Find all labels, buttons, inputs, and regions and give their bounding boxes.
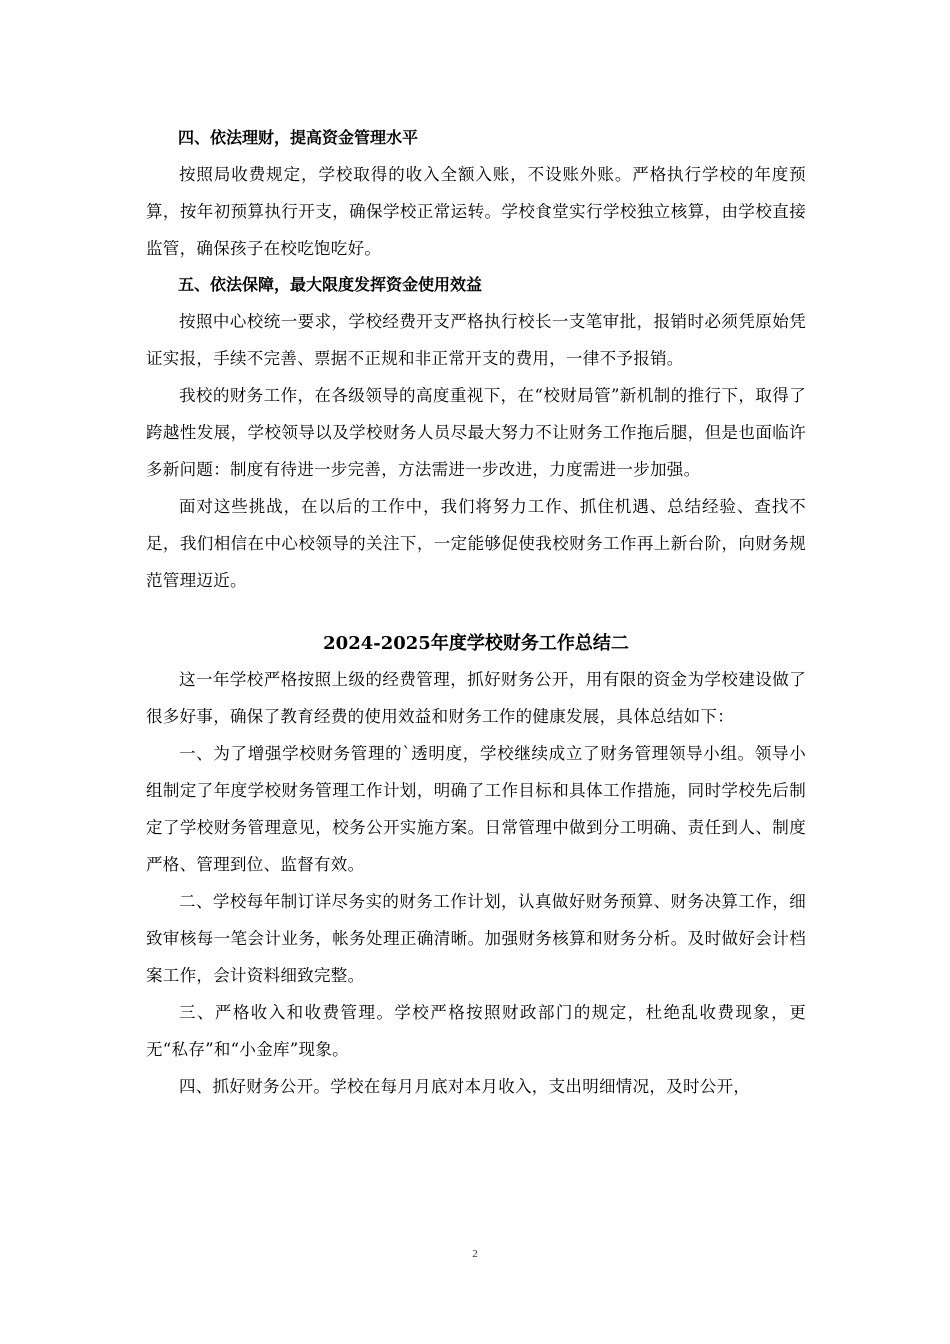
paragraph: 按照局收费规定，学校取得的收入全额入账，不设账外账。严格执行学校的年度预算，按年初预算执行开支，确保学校正常运转。学校食堂实行学校独立核算，由学校直接监管，确保孩子在校吃饱吃好。: [146, 165, 806, 258]
paragraph: 按照中心校统一要求，学校经费开支严格执行校长一支笔审批，报销时必须凭原始凭证实报，手续不完善、票据不正规和非正常开支的费用，一律不予报销。: [146, 312, 806, 368]
paragraph: 面对这些挑战，在以后的工作中，我们将努力工作、抓住机遇、总结经验、查找不足，我们相信在中心校领导的关注下，一定能够促使我校财务工作再上新台阶，向财务规范管理迈近。: [146, 497, 806, 590]
section-heading-5: 五、依法保障，最大限度发挥资金使用效益: [178, 275, 483, 294]
document-body: [146, 120, 806, 1105]
paragraph: 我校的财务工作，在各级领导的高度重视下，在“校财局管”新机制的推行下，取得了跨越性发展，学校领导以及学校财务人员尽最大努力不让财务工作拖后腿，但是也面临许多新问题：制度有待进一步完善，方法需进一步改进，力度需进一步加强。: [146, 386, 806, 479]
section-heading-4: 四、依法理财，提高资金管理水平: [178, 128, 419, 147]
paragraph: 四、抓好财务公开。学校在每月月底对本月收入，支出明细情况，及时公开，: [179, 1077, 751, 1096]
paragraph: 二、学校每年制订详尽务实的财务工作计划，认真做好财务预算、财务决算工作，细致审核每一笔会计业务，帐务处理正确清晰。加强财务核算和财务分析。及时做好会计档案工作，会计资料细致完整。: [146, 892, 806, 985]
paragraph: 这一年学校严格按照上级的经费管理，抓好财务公开，用有限的资金为学校建设做了很多好事，确保了教育经费的使用效益和财务工作的健康发展，具体总结如下：: [146, 670, 806, 726]
page-number: 2: [472, 1248, 478, 1260]
summary-two-title: 2024-2025年度学校财务工作总结二: [323, 633, 629, 654]
paragraph: 一、为了增强学校财务管理的`透明度，学校继续成立了财务管理领导小组。领导小组制定了年度学校财务管理工作计划，明确了工作目标和具体工作措施，同时学校先后制定了学校财务管理意见，校务公开实施方案。日常管理中做到分工明确、责任到人、制度严格、管理到位、监督有效。: [146, 744, 806, 874]
paragraph: 三、严格收入和收费管理。学校严格按照财政部门的规定，杜绝乱收费现象，更无“私存”和“小金库”现象。: [146, 1003, 806, 1059]
